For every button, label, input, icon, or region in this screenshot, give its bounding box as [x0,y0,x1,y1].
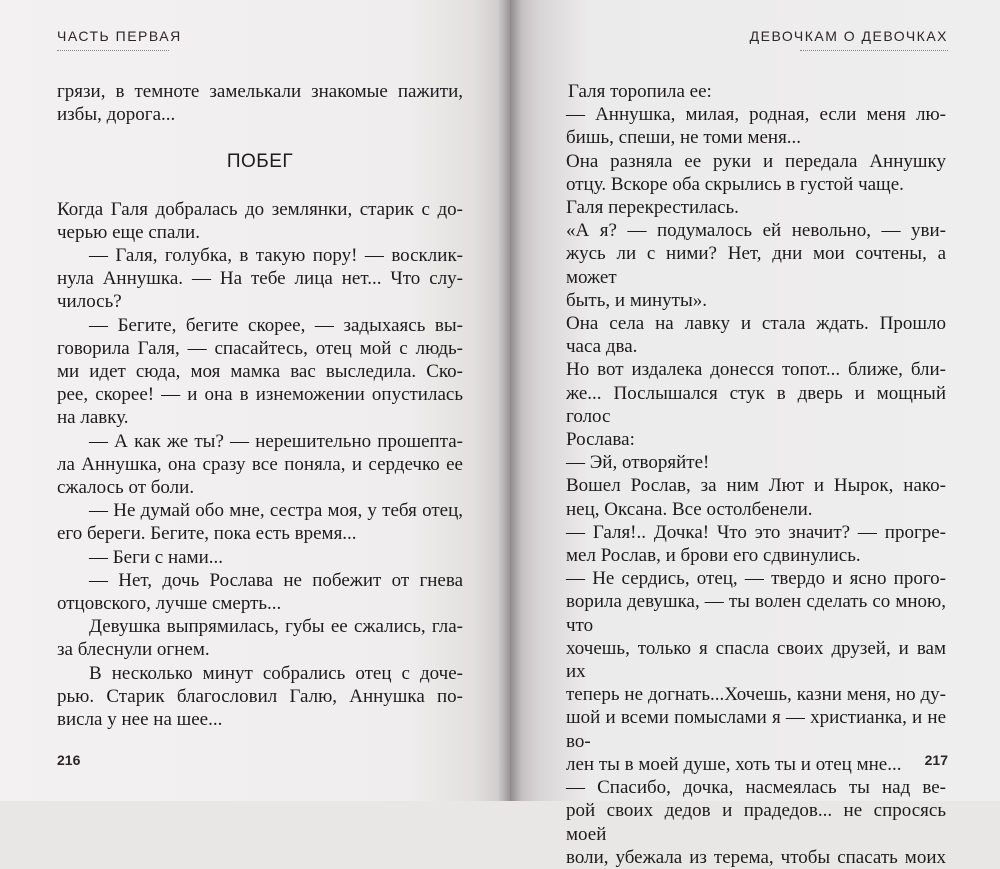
text-line: «А я? — подумалось ей невольно, — уви- [566,220,946,242]
text-line: Рослава: [566,429,635,451]
text-line: Галя торопила ее: [568,81,712,102]
running-head-right: ДЕВОЧКАМ О ДЕВОЧКАХ [749,28,948,44]
text-line: грязи, в темноте замелькали знакомые пажити, [57,81,463,102]
text-line: хочешь, только я спасла своих друзей, и вам их [566,637,946,683]
text-line: теперь не догнать...Хочешь, казни меня, но ду- [566,684,946,706]
text-line: воли, убежала из терема, чтобы спасать моих [566,846,946,868]
text-line: лен ты в моей душе, хоть ты и отец мне... [566,753,902,775]
text-line: часа два. [566,336,638,358]
text-line: же... Послышался стук в дверь и мощный голос [566,382,946,427]
text-line: за блеснули огнем. [57,639,210,661]
text-line: — Нет, дочь Рослава не побежит от гнева [89,569,463,591]
text-line: сжалось от боли. [57,477,195,499]
text-line: — Беги с нами... [89,546,224,568]
text-line: — Аннушка, милая, родная, если меня лю- [566,104,946,126]
text-line: отцовского, лучше смерть... [57,593,282,615]
right-page-text [566,80,946,869]
text-line: жусь ли с ними? Нет, дни мои сочтены, а может [566,243,946,288]
text-line: рью. Старик благословил Галю, Аннушка по- [57,685,463,707]
text-line: — Эй, отворяйте! [566,452,710,474]
text-line: — Не думай обо мне, сестра моя, у тебя отец, [89,500,463,522]
text-line: — Галя!.. Дочка! Что это значит? — прогре- [566,521,946,543]
text-line: чилось? [57,291,122,313]
running-head-left: ЧАСТЬ ПЕРВАЯ [57,28,182,44]
text-line: ла Аннушка, она сразу все поняла, и сердечко ее [57,453,463,475]
text-line: ворила девушка, — ты волен сделать со мною, что [566,591,946,636]
running-head-rule-left [57,50,169,51]
text-line: шой и всеми помыслами я — христианка, и не во- [566,707,946,752]
text-line: быть, и минуты». [566,289,707,311]
book-gutter [498,0,522,801]
text-line: Девушка выпрямилась, губы ее сжались, гла- [89,616,463,638]
text-line: на лавку. [57,407,129,429]
text-line: Вошел Рослав, за ним Лют и Нырок, нако- [566,475,946,497]
left-page-text [57,80,463,731]
left-page [0,0,510,801]
text-line: мел Рослав, и брови его сдвинулись. [566,545,861,567]
text-line: Она села на лавку и стала ждать. Прошло [566,313,946,335]
text-line: отцу. Вскоре оба скрылись в густой чаще. [566,173,904,195]
text-line: нула Аннушка. — На тебе лица нет... Что слу- [57,268,463,290]
text-line: — А как же ты? — нерешительно прошепта- [89,430,463,452]
text-line: рой своих дедов и прадедов... не спросясь моей [566,800,946,845]
page-number-left: 216 [57,752,81,768]
section-title: ПОБЕГ [226,151,294,173]
text-line: Она разняла ее руки и передала Аннушку [566,150,946,172]
text-line: его береги. Бегите, пока есть время... [57,523,357,545]
page-number-right: 217 [924,752,948,768]
text-line: Когда Галя добралась до землянки, старик с до- [57,198,463,220]
text-line: — Не сердись, отец, — твердо и ясно прого- [566,568,946,590]
text-line: В несколько минут собрались отец с доче- [89,662,463,684]
running-head-rule-right [800,50,948,51]
text-line: Галя перекрестилась. [566,197,739,219]
text-line: ми идет сюда, моя мамка вас выследила. Ско- [57,361,463,383]
text-line: говорила Галя, — спасайтесь, отец мой с людь- [57,337,463,359]
text-line: висла у нее на шее... [57,709,223,731]
text-line: рее, скорее! — и она в изнеможении опустилась [57,384,463,406]
text-line: нец, Оксана. Все остолбенели. [566,498,813,520]
text-line: черью еще спали. [57,221,200,243]
text-line: — Бегите, бегите скорее, — задыхаясь вы- [89,314,463,336]
text-line: бишь, спеши, не томи меня... [566,127,802,149]
text-line: — Спасибо, дочка, насмеялась ты над ве- [566,777,946,799]
text-line: Но вот издалека донесся топот... ближе, бли- [566,359,946,381]
text-line: — Галя, голубка, в такую пору! — восклик- [89,245,463,267]
text-line: избы, дорога... [57,104,176,126]
